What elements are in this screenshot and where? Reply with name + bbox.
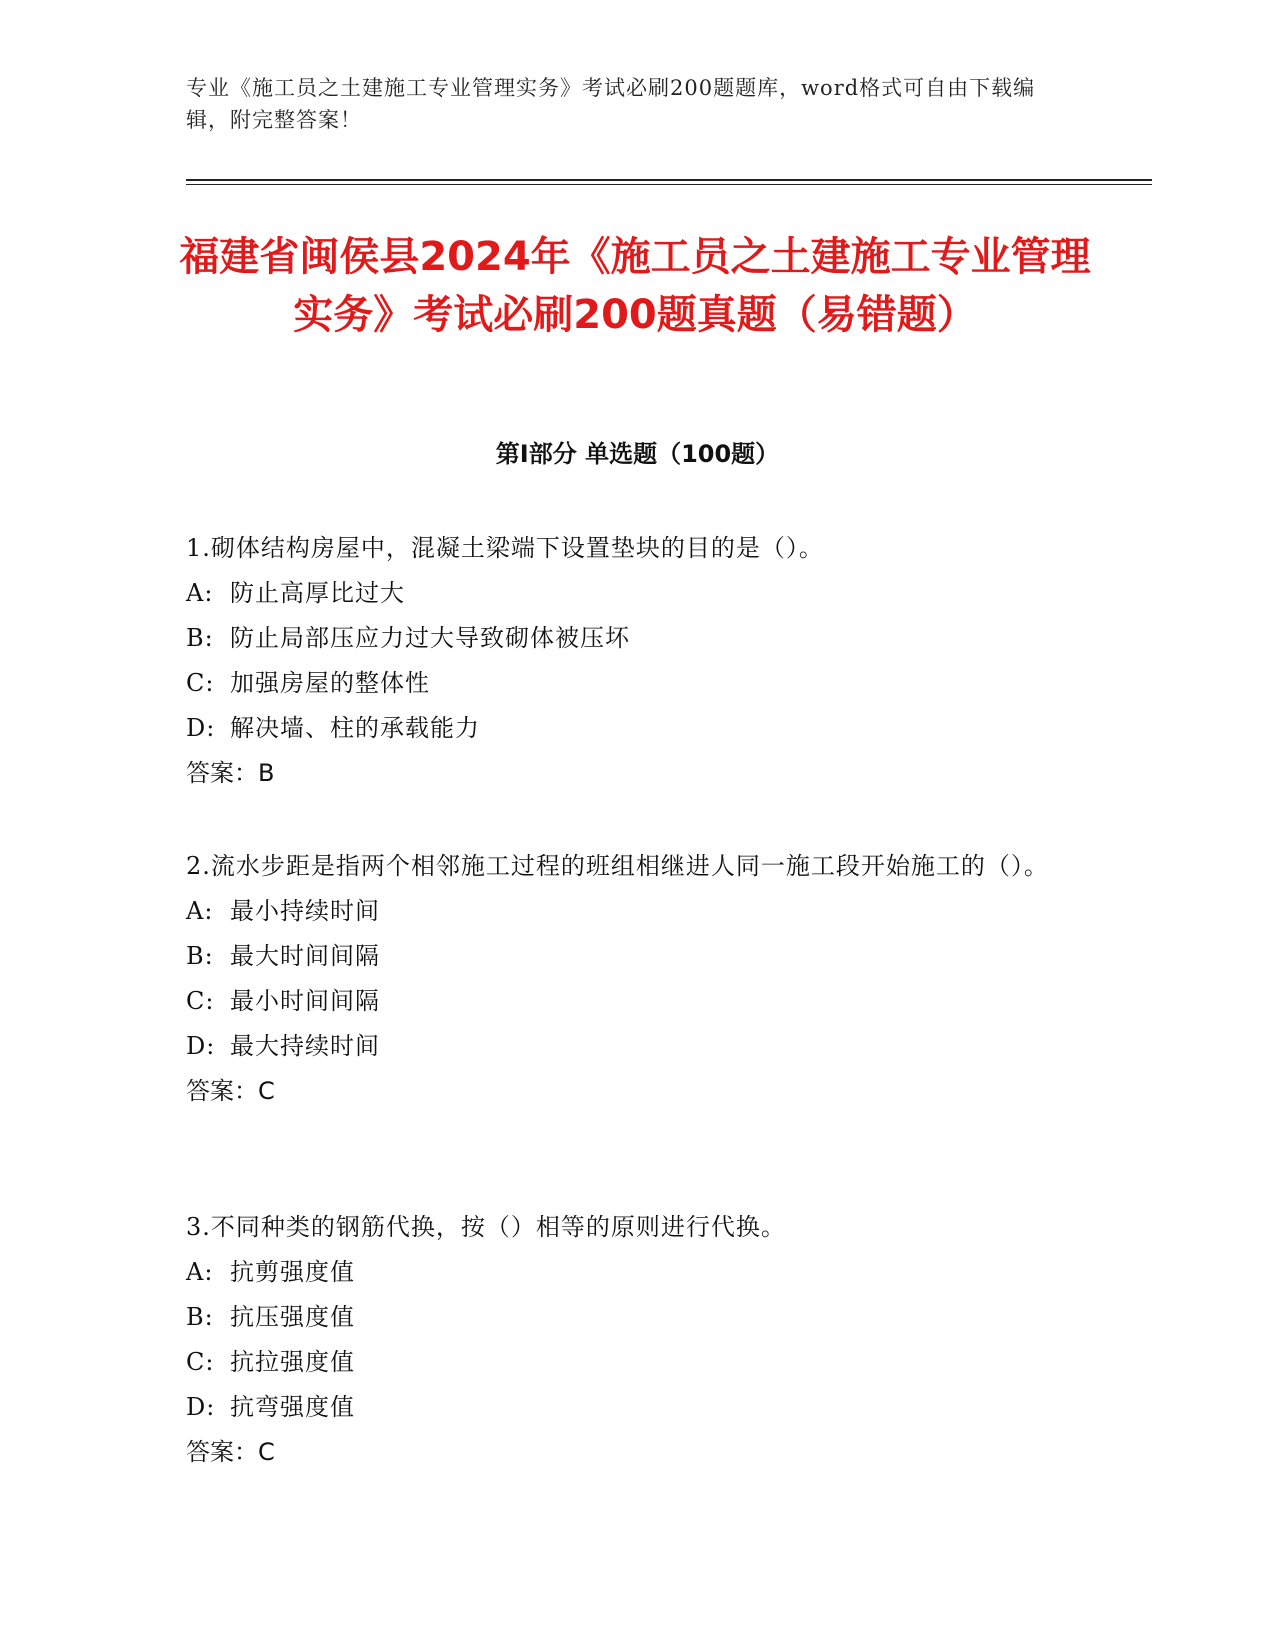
- answer-line: [186, 1430, 1066, 1475]
- answer-prefix: 答案：: [186, 1438, 258, 1466]
- answer-value: B: [258, 759, 275, 787]
- option-c: [186, 979, 1066, 1024]
- option-d: [186, 706, 1066, 751]
- option-text: 防止局部压应力过大导致砌体被压坏: [230, 624, 630, 652]
- question-stem: 1.砌体结构房屋中，混凝土梁端下设置垫块的目的是（）。: [186, 534, 824, 562]
- section-heading: 第I部分 单选题（100题）: [495, 440, 780, 468]
- option-b: [186, 1295, 1066, 1340]
- option-c: [186, 661, 1066, 706]
- option-key: D:: [186, 1032, 216, 1060]
- answer-prefix: 答案：: [186, 1077, 258, 1105]
- option-b: [186, 616, 1066, 661]
- option-key: C:: [186, 987, 215, 1015]
- option-key: C:: [186, 1348, 215, 1376]
- option-text: 解决墙、柱的承载能力: [230, 714, 480, 742]
- option-c: [186, 1340, 1066, 1385]
- option-b: [186, 934, 1066, 979]
- option-key: B:: [186, 942, 214, 970]
- option-key: C:: [186, 669, 215, 697]
- question-stem: 2.流水步距是指两个相邻施工过程的班组相继进人同一施工段开始施工的（）。: [186, 852, 1049, 880]
- option-key: B:: [186, 624, 214, 652]
- header-note: 专业《施工员之土建施工专业管理实务》考试必刷200题题库，word格式可自由下载编辑，附完整答案！: [186, 76, 1036, 132]
- answer-line: [186, 751, 1066, 796]
- option-text: 加强房屋的整体性: [230, 669, 430, 697]
- answer-line: [186, 1069, 1066, 1114]
- option-text: 最小持续时间: [230, 897, 380, 925]
- option-key: A:: [186, 1258, 214, 1286]
- option-a: [186, 571, 1066, 616]
- option-text: 抗剪强度值: [230, 1258, 355, 1286]
- answer-value: C: [258, 1077, 275, 1105]
- document-title: 福建省闽侯县2024年《施工员之土建施工专业管理实务》考试必刷200题真题（易错题）: [179, 234, 1091, 338]
- option-text: 最小时间间隔: [230, 987, 380, 1015]
- option-text: 抗弯强度值: [230, 1393, 355, 1421]
- option-a: [186, 1250, 1066, 1295]
- option-key: A:: [186, 579, 214, 607]
- option-key: D:: [186, 714, 216, 742]
- option-text: 抗拉强度值: [230, 1348, 355, 1376]
- question-2: [186, 843, 1066, 1114]
- answer-value: C: [258, 1438, 275, 1466]
- answer-prefix: 答案：: [186, 759, 258, 787]
- option-key: B:: [186, 1303, 214, 1331]
- question-1: [186, 525, 1066, 796]
- option-key: A:: [186, 897, 214, 925]
- option-text: 防止高厚比过大: [230, 579, 405, 607]
- question-stem: 3.不同种类的钢筋代换，按（）相等的原则进行代换。: [186, 1213, 786, 1241]
- option-a: [186, 889, 1066, 934]
- option-d: [186, 1385, 1066, 1430]
- option-d: [186, 1024, 1066, 1069]
- option-text: 抗压强度值: [230, 1303, 355, 1331]
- header-divider-thin: [186, 184, 1152, 185]
- header-divider-thick: [186, 179, 1152, 181]
- question-3: [186, 1204, 1066, 1475]
- option-text: 最大持续时间: [230, 1032, 380, 1060]
- option-key: D:: [186, 1393, 216, 1421]
- option-text: 最大时间间隔: [230, 942, 380, 970]
